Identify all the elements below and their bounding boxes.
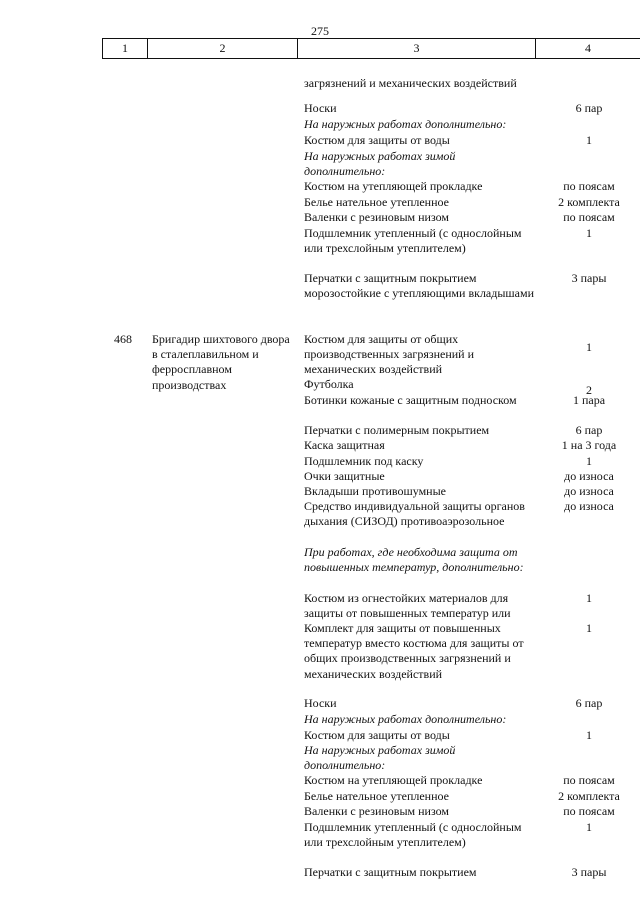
- item-text: Средство индивидуальной защиты органов дыхания (СИЗОД) противоаэрозольное: [304, 499, 525, 529]
- item-quantity: 2 комплекта: [558, 195, 620, 209]
- item-quantity: 1: [586, 728, 592, 742]
- item-text: Подшлемник под каску: [304, 454, 424, 468]
- item-text: Ботинки кожаные с защитным подноском: [304, 393, 517, 407]
- header-col-2: 2: [147, 39, 297, 58]
- item-quantity: 6 пар: [575, 696, 603, 710]
- item-quantity: 1: [586, 226, 592, 240]
- item-text: Вкладыши противошумные: [304, 484, 446, 498]
- item-quantity: 3 пары: [571, 865, 607, 879]
- item-text: Подшлемник утепленный (с однослойным или трехслойным утеплителем): [304, 226, 522, 256]
- item-text: На наружных работах дополнительно:: [304, 712, 507, 726]
- item-text: Костюм из огнестойких материалов для защиты от повышенных температур или: [304, 591, 511, 621]
- item-quantity: 1 пара: [572, 393, 606, 407]
- item-text: загрязнений и механических воздействий: [304, 76, 517, 90]
- profession-name: Бригадир шихтового двора в сталеплавильном и ферросплавном производствах: [152, 332, 290, 392]
- item-text: Валенки с резиновым низом: [304, 804, 450, 818]
- item-quantity: по поясам: [563, 773, 615, 787]
- item-quantity: 6 пар: [575, 101, 603, 115]
- item-text: Носки: [304, 696, 337, 710]
- item-quantity: 1: [586, 340, 592, 354]
- item-text: Подшлемник утепленный (с однослойным или трехслойным утеплителем): [304, 820, 522, 850]
- item-text: Перчатки с защитным покрытием: [304, 865, 477, 879]
- item-text: Белье нательное утепленное: [304, 789, 449, 803]
- table-header: [102, 38, 640, 59]
- item-quantity: 1 на 3 года: [561, 438, 617, 452]
- item-text: При работах, где необходима защита от повышенных температур, дополнительно:: [304, 545, 524, 575]
- item-quantity: по поясам: [563, 804, 615, 818]
- item-quantity: по поясам: [563, 179, 615, 193]
- item-text: На наружных работах зимой дополнительно:: [304, 743, 456, 773]
- item-quantity: 2 комплекта: [558, 789, 620, 803]
- item-text: Белье нательное утепленное: [304, 195, 449, 209]
- item-quantity: 6 пар: [575, 423, 603, 437]
- item-text: Валенки с резиновым низом: [304, 210, 450, 224]
- item-quantity: по поясам: [563, 210, 615, 224]
- item-text: Костюм для защиты от воды: [304, 728, 450, 742]
- item-quantity: 1: [586, 621, 592, 635]
- header-col-1: 1: [102, 39, 147, 58]
- item-text: Носки: [304, 101, 337, 115]
- item-text: Футболка: [304, 377, 354, 391]
- item-quantity: до износа: [564, 484, 614, 498]
- item-quantity: 1: [586, 591, 592, 605]
- row-number: 468: [114, 332, 132, 346]
- item-quantity: 3 пары: [571, 271, 607, 285]
- item-text: Костюм на утепляющей прокладке: [304, 773, 483, 787]
- item-text: На наружных работах дополнительно:: [304, 117, 507, 131]
- item-quantity: 1: [586, 454, 592, 468]
- item-text: На наружных работах зимой дополнительно:: [304, 149, 456, 179]
- item-text: Комплект для защиты от повышенных температур вместо костюма для защиты от общих производственных загрязнений и механических воздействий: [304, 621, 524, 681]
- item-quantity: 2: [586, 383, 592, 397]
- header-col-3: 3: [297, 39, 535, 58]
- item-text: Каска защитная: [304, 438, 385, 452]
- item-quantity: 1: [586, 820, 592, 834]
- item-quantity: до износа: [564, 499, 614, 513]
- item-quantity: 1: [586, 133, 592, 147]
- item-text: Перчатки с защитным покрытием морозостойкие с утепляющими вкладышами: [304, 271, 535, 301]
- page-number: 275: [311, 24, 329, 38]
- item-text: Костюм на утепляющей прокладке: [304, 179, 483, 193]
- item-text: Перчатки с полимерным покрытием: [304, 423, 490, 437]
- item-quantity: до износа: [564, 469, 614, 483]
- header-col-4: 4: [535, 39, 640, 58]
- item-text: Очки защитные: [304, 469, 385, 483]
- item-text: Костюм для защиты от общих производственных загрязнений и механических воздействий: [304, 332, 475, 377]
- item-text: Костюм для защиты от воды: [304, 133, 450, 147]
